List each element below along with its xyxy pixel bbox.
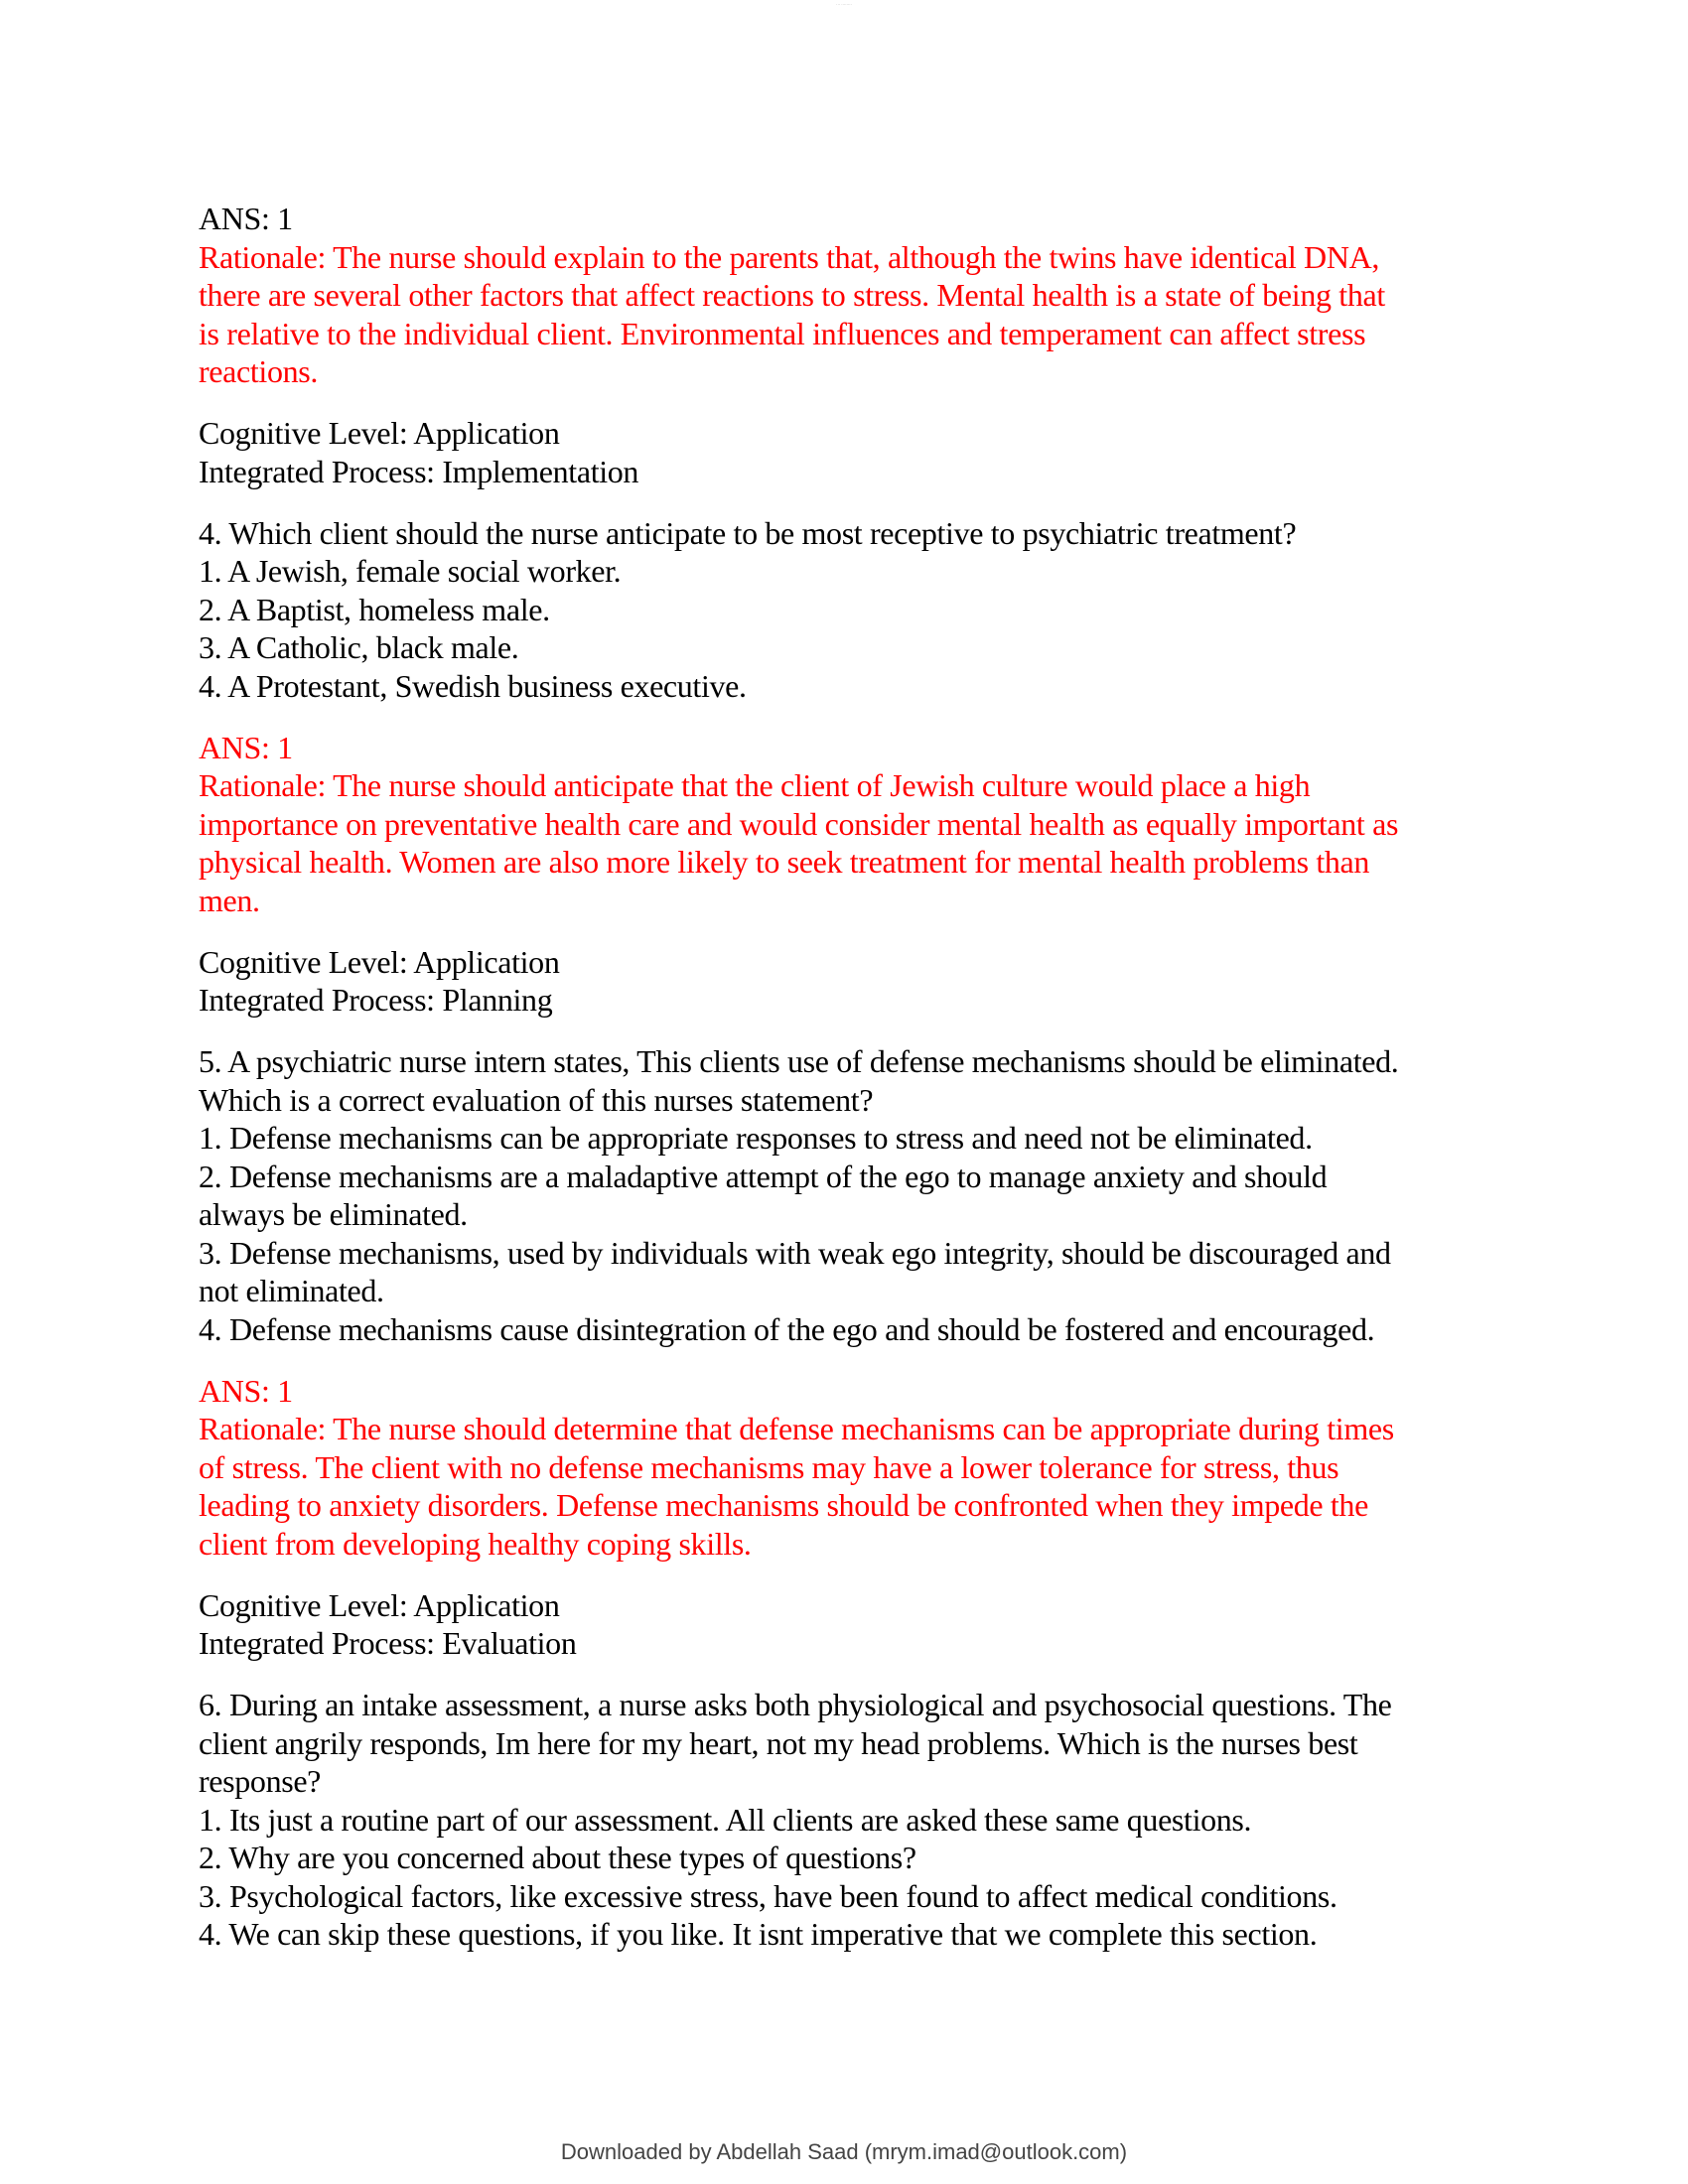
option-4: 4. Defense mechanisms cause disintegration of the ego and should be fostered and encouraged. <box>199 1310 1375 1347</box>
integrated-process: Integrated Process: Planning <box>199 982 553 1018</box>
page-header-watermark: ··· ········ <box>836 2 852 7</box>
download-footer: Downloaded by Abdellah Saad (mrym.imad@outlook.com) <box>560 2139 1128 2164</box>
rationale-line: is relative to the individual client. Environmental influences and temperament can affect stress <box>199 315 1366 351</box>
question-text: 4. Which client should the nurse anticipate to be most receptive to psychiatric treatment? <box>199 514 1297 551</box>
answer-label: ANS: 1 <box>199 201 293 236</box>
document-body <box>199 200 1509 1977</box>
question-text: 6. During an intake assessment, a nurse asks both physiological and psychosocial questions. The <box>199 1687 1392 1722</box>
rationale-line: client from developing healthy coping skills. <box>199 1525 752 1562</box>
q4-answer-block <box>199 729 1509 920</box>
rationale-line: there are several other factors that affect reactions to stress. Mental health is a state of being that <box>199 277 1385 313</box>
rationale-line: importance on preventative health care and would consider mental health as equally important as <box>199 805 1399 842</box>
rationale-line: Rationale: The nurse should anticipate that the client of Jewish culture would place a high <box>199 767 1311 803</box>
rationale-line: reactions. <box>199 353 319 389</box>
option-1: 1. Defense mechanisms can be appropriate responses to stress and need not be eliminated. <box>199 1120 1313 1156</box>
q3-answer-block <box>199 200 1509 391</box>
option-2: 2. Why are you concerned about these types of questions? <box>199 1840 916 1875</box>
integrated-process: Integrated Process: Implementation <box>199 453 639 489</box>
cognitive-level: Cognitive Level: Application <box>199 1586 560 1623</box>
question-6 <box>199 1686 1509 1954</box>
rationale-line: physical health. Women are also more likely to seek treatment for mental health problems than <box>199 844 1370 880</box>
cognitive-level: Cognitive Level: Application <box>199 943 560 980</box>
q4-meta-block <box>199 943 1509 1020</box>
cognitive-level: Cognitive Level: Application <box>199 415 560 451</box>
q5-answer-block <box>199 1372 1509 1564</box>
question-text: response? <box>199 1763 322 1799</box>
option-1: 1. Its just a routine part of our assessment. All clients are asked these same questions. <box>199 1801 1252 1838</box>
question-text: Which is a correct evaluation of this nurses statement? <box>199 1081 874 1118</box>
q5-meta-block <box>199 1586 1509 1663</box>
option-3: 3. Psychological factors, like excessive stress, have been found to affect medical conditions. <box>199 1877 1337 1914</box>
option-3: 3. A Catholic, black male. <box>199 629 519 665</box>
question-text: client angrily responds, Im here for my heart, not my head problems. Which is the nurses best <box>199 1724 1358 1761</box>
q3-meta-block <box>199 414 1509 490</box>
option-4: 4. A Protestant, Swedish business executive. <box>199 667 747 704</box>
answer-label: ANS: 1 <box>199 1372 293 1409</box>
option-2-cont: always be eliminated. <box>199 1196 468 1232</box>
rationale-line: Rationale: The nurse should explain to the parents that, although the twins have identical DNA, <box>199 238 1379 275</box>
option-3-cont: not eliminated. <box>199 1273 384 1308</box>
rationale-line: leading to anxiety disorders. Defense mechanisms should be confronted when they impede the <box>199 1487 1368 1523</box>
rationale-line: men. <box>199 882 260 918</box>
question-text: 5. A psychiatric nurse intern states, This clients use of defense mechanisms should be eliminated. <box>199 1043 1399 1079</box>
integrated-process: Integrated Process: Evaluation <box>199 1625 577 1661</box>
option-2: 2. Defense mechanisms are a maladaptive attempt of the ego to manage anxiety and should <box>199 1158 1328 1194</box>
question-5 <box>199 1042 1509 1348</box>
option-2: 2. A Baptist, homeless male. <box>199 591 550 627</box>
option-3: 3. Defense mechanisms, used by individuals with weak ego integrity, should be discouraged and <box>199 1234 1391 1271</box>
rationale-line: Rationale: The nurse should determine that defense mechanisms can be appropriate during times <box>199 1411 1394 1446</box>
option-1: 1. A Jewish, female social worker. <box>199 553 622 589</box>
rationale-line: of stress. The client with no defense mechanisms may have a lower tolerance for stress, thus <box>199 1448 1339 1485</box>
option-4: 4. We can skip these questions, if you like. It isnt imperative that we complete this section. <box>199 1916 1318 1952</box>
question-4 <box>199 514 1509 706</box>
answer-label: ANS: 1 <box>199 729 293 765</box>
